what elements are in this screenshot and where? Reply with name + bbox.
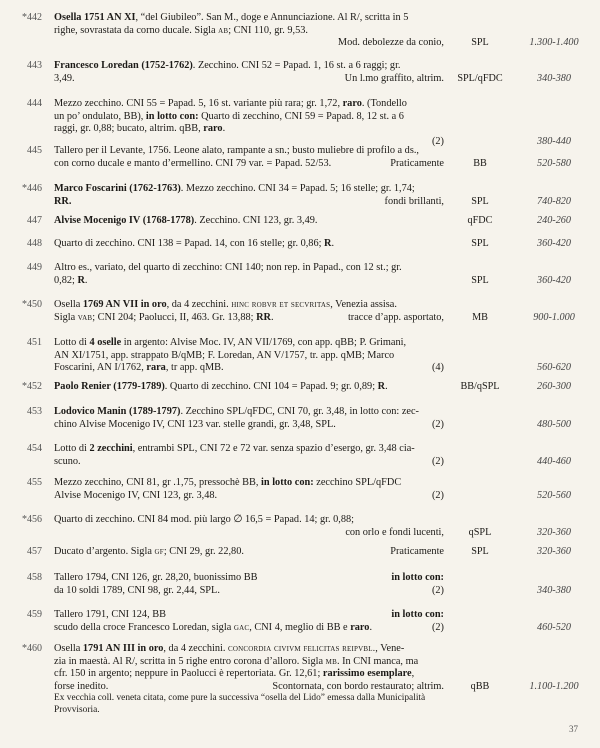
text-run: Quarto di zecchino, CNI 59 = Papad. 8, 12 st. a 6 [198,110,404,122]
provenance-note: Provvisoria. [54,704,100,715]
text-run: . Mezzo zecchino. CNI 34 = Papad. 5; 16 stelle; gr. 1,74; [180,183,415,194]
bold-text: Paolo Renier (1779-1789) [54,381,165,392]
text-run: Lotto di [54,443,90,454]
grade-value: SPL [471,195,489,207]
estimate-value: 460-520 [537,621,571,633]
grade-value: SPL [471,238,489,249]
estimate-value: 240-260 [537,215,571,226]
estimate-value: 320-360 [537,546,571,557]
description-line [54,622,444,635]
description-line [54,514,444,527]
condition-note: Praticamente [390,546,444,557]
bold-text: raro [342,98,362,109]
text-run: Mezzo zecchino, CNI 81, gr .1,75, pressochè BB, [54,477,262,488]
lot-description [54,514,444,539]
bold-text: R [377,381,386,392]
description-line [54,643,444,656]
lot-number: 458 [27,572,42,583]
text-run [54,362,224,375]
condition-note: (2) [431,584,444,596]
bold-text: Francesco Loredan (1752-1762) [54,60,193,71]
text-run: righe, sovrastata da corno ducale. Sigla [54,24,219,36]
lot-description [54,215,444,228]
bold-text: RR [256,311,271,323]
bold-text: 1769 AN VII in oro [82,299,167,310]
lot-description [54,98,444,148]
description-line [54,183,444,196]
lot-description [54,238,444,251]
condition-note: tracce d’app. asportato, [347,311,444,323]
text-run: Sigla [54,311,78,323]
lot-number: 459 [27,609,42,620]
description-line [54,215,444,228]
condition-note: (2) [431,489,444,501]
description-line [54,196,444,209]
legend-text: mb [325,656,337,667]
description-line [54,158,444,171]
estimate-value: 520-560 [537,489,571,501]
text-run [54,312,274,325]
condition-note: Praticamente [390,157,444,169]
legend-text: gac [233,622,250,633]
text-run: in argento: Alvise Moc. IV, AN VII/1769, con app. qBB; P. Grimani, [121,337,407,348]
text-run: . Zecchino SPL/qFDC, CNI 70, gr. 3,48, in lotto con: zec- [180,406,419,417]
text-run: Osella [54,643,83,654]
text-run: 0,82; [54,274,78,286]
text-run: . In CNI manca, ma [336,655,419,667]
page-number: 37 [569,724,578,734]
lot-number: *452 [22,381,42,392]
condition-note: fondi brillanti, [384,195,444,207]
legend-text: ab [218,25,229,36]
text-run: Lotto di [54,337,90,348]
estimate-value: 380-440 [537,135,571,147]
estimate-value: 340-380 [537,584,571,596]
estimate-value: 520-580 [537,157,571,169]
grade-value: MB [472,311,488,323]
text-run: . [385,381,388,392]
text-run: . Zecchino. CNI 52 = Papad. 1, 16 st. a 6 raggi; gr. [192,60,401,71]
condition-note: Scontornata, con bordo restaurato; altrim. [272,680,444,692]
description-line [54,60,444,73]
description-line [54,73,444,86]
provenance-note: Ex vecchia coll. veneta citata, come pure la successiva “osella del Lido” emessa dalla Municipalità [54,693,426,704]
bold-text: R [77,274,85,286]
lot-description [54,477,444,502]
text-run: raggi, gr. 0,88; bucato, altrim. qBB, [54,123,204,135]
text-run: Osella [54,299,83,310]
grade-value: qSPL [468,526,492,538]
lot-description [54,299,444,324]
text-run: chino Alvise Mocenigo IV, CNI 123 var. stelle grandi, gr. 3,48, SPL. [54,418,336,430]
text-run: Quarto di zecchino. CNI 84 mod. più largo ∅ 16,5 = Papad. 14; gr. 0,88; [54,514,354,525]
condition-note: (2) [431,621,444,633]
text-run: . [271,311,274,323]
bold-text: 4 oselle [89,337,122,348]
grade-value: BB/qSPL [460,381,500,392]
bold-text: raro [350,621,370,633]
condition-note: (2) [431,135,444,147]
description-line [54,609,444,622]
description-line [54,262,444,275]
bold-text: Osella 1751 AN XI [54,12,136,23]
bold-text: raro [203,123,223,135]
description-line [54,123,444,136]
text-run: scudo della croce Francesco Loredan, sigla [54,621,234,633]
legend-text: concordia civivm felicitas reipvbl. [228,644,376,654]
lot-number: 447 [27,215,42,226]
text-run: , Vene- [375,643,405,654]
lot-number: *456 [22,514,42,525]
condition-note: (2) [431,455,444,467]
text-run: . [222,123,226,135]
text-run: , da 4 zecchini. [166,299,232,310]
text-run: ; CNI 110, gr. 9,53. [228,24,308,36]
bold-text: 2 zecchini [89,443,133,454]
text-run: Foscarini, AN I/1762, [54,362,147,374]
text-run: . [369,621,373,633]
legend-text: vab [77,312,93,323]
text-run: da 10 soldi 1789, CNI 98, gr. 2,44, SPL. [54,584,220,596]
grade-value: qFDC [467,215,493,226]
condition-note: (4) [431,362,444,374]
description-line [54,238,444,251]
legend-text: gf [154,547,164,557]
lot-number: 449 [27,262,42,273]
text-run: Tallero 1791, CNI 124, BB [54,609,166,620]
description-line [54,490,444,503]
bold-text: in lotto con: [391,609,444,620]
grade-value: SPL [471,37,489,49]
description-line [54,350,444,363]
text-run [54,622,372,635]
description-line [54,362,444,375]
description-line [54,25,444,38]
estimate-value: 560-620 [537,362,571,374]
text-run: scuno. [54,455,81,467]
text-run: . Quarto di zecchino. CNI 104 = Papad. 9; gr. 0,89; [164,381,378,392]
description-line [54,12,444,25]
text-run: un po’ ondulato, BB), [54,110,146,122]
condition-note: con orlo e fondi lucenti, [345,526,444,538]
text-run: Alvise Mocenigo IV, CNI 123, gr. 3,48. [54,489,218,501]
description-line [54,406,444,419]
text-run: cfr. 150 in argento; neppure in Paolucci è repertoriata. Gr. 12,61; [54,668,323,680]
description-line [54,419,444,432]
text-run: Altro es., variato, del quarto di zecchino: CNI 140; non rep. in Papad., con 12 st.; gr. [54,262,402,273]
text-run: zecchino SPL/qFDC [313,477,402,488]
text-run: Tallero per il Levante, 1756. Leone alato, rampante a sn.; busto muliebre di profilo a ds., [54,145,419,156]
bold-text: Marco Foscarini (1762-1763) [54,183,181,194]
text-run: Tallero 1794, CNI 126, gr. 28,20, buonissimo BB [54,572,258,583]
lot-number: 444 [27,98,42,109]
bold-text: Alvise Mocenigo IV (1768-1778) [54,215,195,226]
estimate-value: 1.100-1.200 [529,680,579,692]
bold-text: rara [146,362,166,374]
lot-description [54,643,444,716]
lot-description [54,145,444,170]
text-run: . Zecchino. CNI 123, gr. 3,49. [194,215,318,226]
grade-value: SPL/qFDC [457,72,503,84]
lot-number: *442 [22,12,42,23]
lot-number: 443 [27,60,42,71]
text-run: , da 4 zecchini. [163,643,229,654]
estimate-value: 320-360 [537,526,571,538]
estimate-value: 360-420 [537,274,571,286]
estimate-value: 360-420 [537,238,571,249]
text-run: RR. [54,195,72,207]
bold-text: R [324,238,332,249]
description-line [54,477,444,490]
description-line [54,312,444,325]
bold-text: in lotto con: [391,572,444,583]
lot-number: 448 [27,238,42,249]
text-run: con corno ducale e manto d’ermellino. CNI 79 var. = Papad. 52/53. [54,157,332,169]
condition-note: Un l.mo graffito, altrim. [344,72,444,84]
estimate-value: 740-820 [537,195,571,207]
description-line [54,111,444,124]
text-run: , Venezia assisa. [330,299,397,310]
text-run: , CNI 4, meglio di BB e [249,621,351,633]
estimate-value: 900-1.000 [533,311,575,323]
grade-value: SPL [471,274,489,286]
lot-description [54,443,444,468]
lot-number: 453 [27,406,42,417]
description-line [54,546,444,559]
grade-value: SPL [471,546,489,557]
text-run: , entrambi SPL, CNI 72 e 72 var. senza spazio d’esergo, gr. 3,48 cia- [132,443,415,454]
description-line [54,299,444,312]
lot-description [54,337,444,375]
lot-description [54,381,444,394]
estimate-value: 1.300-1.400 [529,37,579,49]
estimate-value: 480-500 [537,418,571,430]
lot-number: *450 [22,299,42,310]
text-run: ; CNI 204; Paolucci, II, 463. Gr. 13,88; [92,311,257,323]
bold-text: in lotto con: [145,110,199,122]
lot-number: 454 [27,443,42,454]
text-run: Quarto di zecchino. CNI 138 = Papad. 14, con 16 stelle; gr. 0,86; [54,238,325,249]
text-run: zia in maestà. Al R/, scritta in 5 righe entro corona d’alloro. Sigla [54,655,326,667]
lot-description [54,262,444,287]
lot-number: 451 [27,337,42,348]
description-line [54,275,444,288]
lot-number: *446 [22,183,42,194]
text-run: Ducato d’argento. Sigla [54,546,155,557]
lot-description [54,572,444,597]
description-line [54,572,444,585]
text-run: ; CNI 29, gr. 22,80. [163,546,244,557]
grade-value: qBB [470,680,490,692]
bold-text: 1791 AN III in oro [82,643,164,654]
text-run: forse inedito. [54,680,109,692]
bold-text: in lotto con: [261,477,314,488]
description-line [54,337,444,350]
description-line [54,443,444,456]
lot-number: 445 [27,145,42,156]
text-run: AN XI/1751, app. strappato B/qMB; F. Loredan, AN V/1757, tr. app. qMB; Marco [54,349,395,361]
text-run: 3,49. [54,72,75,84]
lot-description [54,60,444,85]
description-line [54,585,444,598]
lot-number: *460 [22,643,42,654]
description-line [54,668,444,681]
text-run [54,546,244,559]
estimate-value: 440-460 [537,455,571,467]
lot-description [54,183,444,208]
condition-note: (2) [431,418,444,430]
lot-description [54,12,444,50]
lot-number: 455 [27,477,42,488]
grade-value: BB [473,157,487,169]
text-run: , [411,668,415,680]
description-line [54,145,444,158]
text-run: , “del Giubileo”. San M., doge e Annunciazione. Al R/, scritta in 5 [135,12,409,23]
description-line [54,381,444,394]
text-run: . [331,238,335,249]
description-line [54,681,444,694]
description-line [54,656,444,669]
lot-description [54,406,444,431]
description-line [54,456,444,469]
bold-text: Lodovico Manin (1789-1797) [54,406,181,417]
lot-number: 457 [27,546,42,557]
text-run: , tr app. qMB. [165,362,224,374]
estimate-value: 340-380 [537,72,571,84]
description-line [54,527,444,540]
estimate-value: 260-300 [537,381,571,392]
bold-text: rarissimo esemplare [322,668,412,680]
text-run: Mezzo zecchino. CNI 55 = Papad. 5, 16 st. variante più rara; gr. 1,72, [54,98,343,109]
legend-text: hinc robvr et secvritas [231,300,331,310]
condition-note: Mod. debolezze da conio, [337,37,444,49]
lot-description [54,546,444,559]
description-line [54,98,444,111]
text-run: . [84,274,88,286]
description-line [54,37,444,50]
text-run: . (Tondello [361,98,407,109]
lot-description [54,609,444,634]
